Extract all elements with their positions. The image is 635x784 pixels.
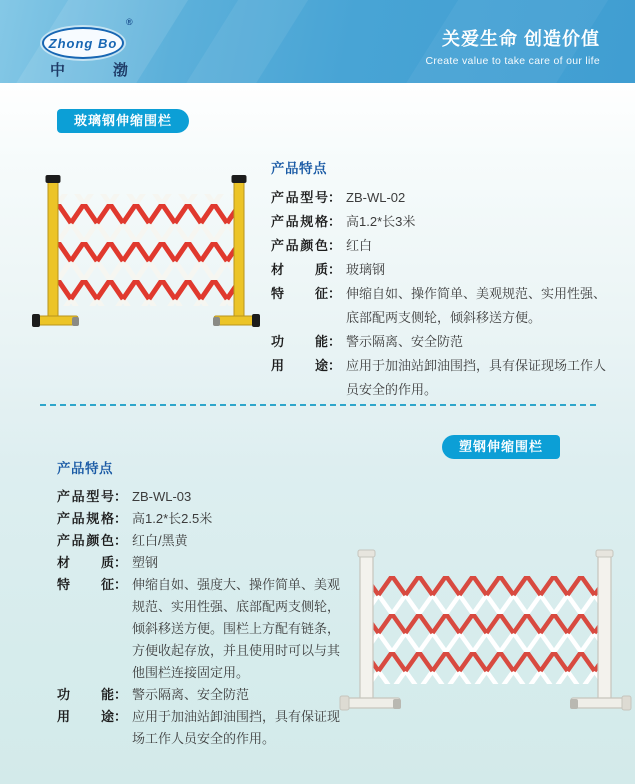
plastic-steel-barrier-illustration [338,538,633,723]
spec-row-color [271,234,623,258]
spec-row-size [271,210,623,234]
features-title: 产品特点 [271,161,327,176]
brand-name-cn-char: 中 [50,62,66,79]
slogan-english: Create value to take care of our life [425,55,600,67]
spec-label: 产品规格 [57,511,114,526]
spec-value: 警示隔离、安全防范 [132,687,250,702]
company-logo [42,15,162,77]
spec-label: 特 征 [271,286,328,301]
spec-colon: ： [114,709,128,724]
spec-row-function [57,684,357,706]
spec-colon: ： [328,286,342,301]
spec-label: 产品型号 [57,489,114,504]
spec-row-color [57,530,357,552]
spec-value: 伸缩自如、强度大、操作简单、美观规范、实用性强、底部配两支侧轮，倾斜移送方便。围栏上方配有链条，方便收起存放，并且使用时可以与其他围栏连接固定用。 [132,577,341,680]
spec-row-usage [57,706,357,750]
spec-value: 高1.2*长2.5米 [132,511,213,526]
spec-value: 应用于加油站卸油围挡，具有保证现场工作人员安全的作用。 [346,358,607,397]
header-slogan [425,25,600,67]
spec-value: 塑钢 [132,555,159,570]
spec-label: 产品型号 [271,190,328,205]
spec-row-size [57,508,357,530]
spec-row-material [271,258,623,282]
spec-label: 用 途 [271,358,328,373]
spec-colon: ： [114,577,128,592]
brand-name-cn-char: 渤 [112,62,128,79]
spec-row-traits [271,282,623,330]
spec-value: 红白/黑黄 [132,533,188,548]
spec-label: 产品颜色 [271,238,328,253]
spec-colon: ： [114,533,128,548]
spec-colon: ： [328,358,342,373]
spec-value: 玻璃钢 [346,262,386,277]
spec-colon: ： [328,334,342,349]
spec-block-fiberglass [271,157,623,402]
product-title-badge-plastic-steel: 塑钢伸缩围栏 [442,435,560,459]
header-streak-decoration [169,0,320,83]
spec-colon: ： [328,238,342,253]
spec-colon: ： [328,214,342,229]
spec-colon: ： [114,489,128,504]
dashed-section-divider [40,404,596,406]
barrier-lattice [372,576,600,684]
spec-label: 产品规格 [271,214,328,229]
fiberglass-barrier-illustration [32,166,260,344]
spec-row-traits [57,574,357,684]
spec-row-usage [271,354,623,402]
spec-value: 应用于加油站卸油围挡，具有保证现场工作人员安全的作用。 [132,709,341,746]
spec-value: 高1.2*长3米 [346,214,416,229]
product-title-badge-fiberglass: 玻璃钢伸缩围栏 [57,109,189,133]
spec-row-model [271,186,623,210]
spec-label: 材 质 [271,262,328,277]
spec-colon: ： [328,262,342,277]
spec-label: 用 途 [57,709,114,724]
brand-name-en: Zhong Bo [48,35,118,51]
spec-label: 功 能 [271,334,328,349]
slogan-chinese: 关爱生命 创造价值 [441,29,600,49]
spec-colon: ： [114,555,128,570]
brand-name-cn [50,59,128,80]
header-banner [0,0,635,83]
spec-value: 警示隔离、安全防范 [346,334,464,349]
logo-ellipse [42,27,124,59]
spec-value: ZB-WL-02 [346,190,406,205]
spec-value: 伸缩自如、操作简单、美观规范、实用性强、底部配两支侧轮，倾斜移送方便。 [346,286,607,325]
spec-value: 红白 [346,238,373,253]
barrier-lattice [56,194,236,306]
registered-trademark-icon: ® [126,17,133,27]
spec-row-function [271,330,623,354]
spec-row-model [57,486,357,508]
spec-colon: ： [114,687,128,702]
spec-label: 材 质 [57,555,114,570]
spec-label: 产品颜色 [57,533,114,548]
spec-colon: ： [114,511,128,526]
spec-block-plastic-steel [57,457,357,750]
spec-label: 特 征 [57,577,114,592]
spec-colon: ： [328,190,342,205]
spec-row-material [57,552,357,574]
spec-label: 功 能 [57,687,114,702]
spec-value: ZB-WL-03 [132,489,192,504]
features-title: 产品特点 [57,461,113,476]
